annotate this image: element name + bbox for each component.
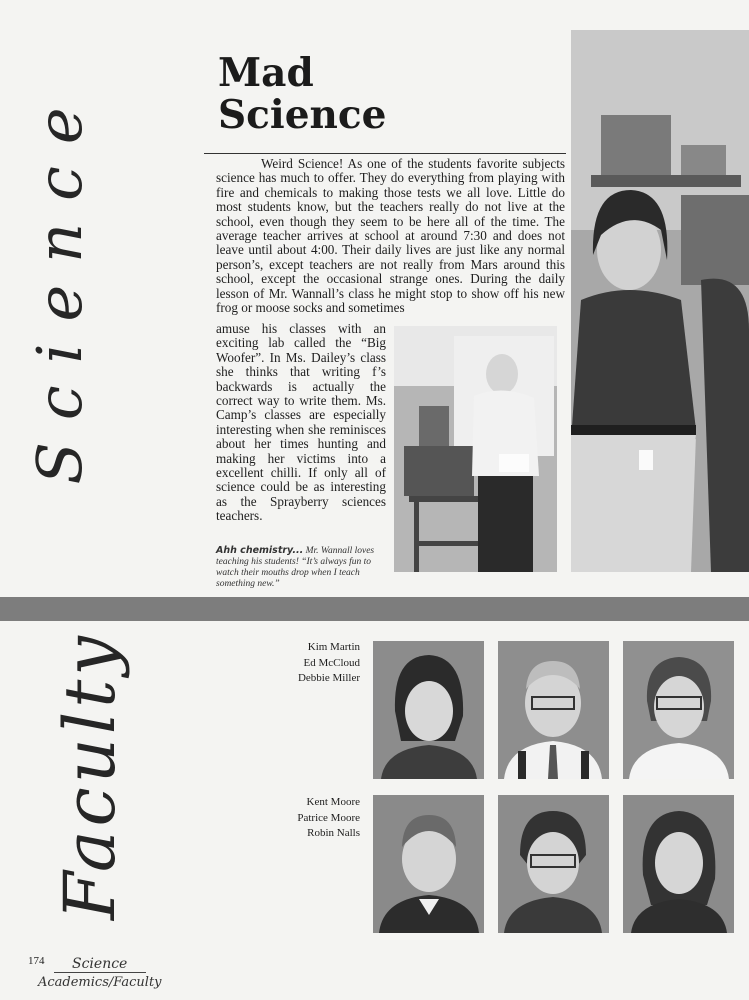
article-paragraph-top: Weird Science! As one of the students favorite subjects science has much to offer. They do everything from playing with fire and chemicals to making those tests we all love. Little do most students know, but the teachers really do not live at the school, even though they seem to be here all of the time. The average teacher arrives at school at around 7:30 and does not leave until about 4:00. Their daily lives are just like any normal person’s, except teachers are not really from Mars around this school, except the occasional strange ones. During the daily lesson of Mr. Wannall’s class he might stop to show off his new frog or moose socks and sometimes: [216, 156, 565, 316]
portrait-ed-mccloud: [498, 641, 609, 779]
faculty-names-row-1: [250, 640, 360, 687]
headline-rule: [204, 153, 566, 154]
article-paragraph-left: amuse his classes with an exciting lab called the “Big Woofer”. In Ms. Dailey’s class she thinks that writing f’s backwards is actually the correct way to write them. Ms. Camp’s classes are especially interesting when she reminisces about her times hunting and making her victims into a excellent chilli. If only all of science could be as interesting as the Sprayberry sciences teachers.: [216, 321, 386, 524]
folio-section: Science: [72, 956, 128, 972]
section-title-science: Science: [23, 85, 96, 485]
folio-rule: [54, 972, 146, 973]
portrait-debbie-miller: [623, 641, 734, 779]
caption-lead: Ahh chemistry...: [216, 545, 304, 556]
headline-line-1: Mad: [218, 50, 314, 96]
headline-line-2: Science: [218, 92, 387, 138]
faculty-name: Kim Martin: [307, 641, 360, 653]
faculty-name: Patrice Moore: [297, 811, 360, 824]
portrait-kent-moore: [373, 795, 484, 933]
section-divider-band: [0, 597, 749, 621]
photo-teacher-standing: [571, 30, 749, 572]
article-body-left: [216, 322, 386, 524]
faculty-names-row-2: [250, 795, 360, 842]
faculty-name: Robin Nalls: [307, 827, 360, 839]
faculty-name: Debbie Miller: [297, 672, 360, 684]
folio-subsection: Academics/Faculty: [38, 975, 162, 990]
photo-caption: [216, 545, 391, 590]
faculty-name: Kent Moore: [306, 796, 360, 808]
page-number: 174: [28, 955, 45, 967]
faculty-name: Ed McCloud: [303, 656, 360, 669]
caption-text: Mr. Wannall loves teaching his students! “It’s always fun to watch their mouths drop when I teach something new.”: [216, 546, 375, 589]
photo-classroom-wannall: [394, 326, 557, 572]
article-body-top: [216, 157, 565, 315]
portrait-kim-martin: [373, 641, 484, 779]
portrait-robin-nalls: [623, 795, 734, 933]
headline: [218, 52, 558, 136]
section-title-faculty: Faculty: [49, 632, 131, 920]
portrait-patrice-moore: [498, 795, 609, 933]
